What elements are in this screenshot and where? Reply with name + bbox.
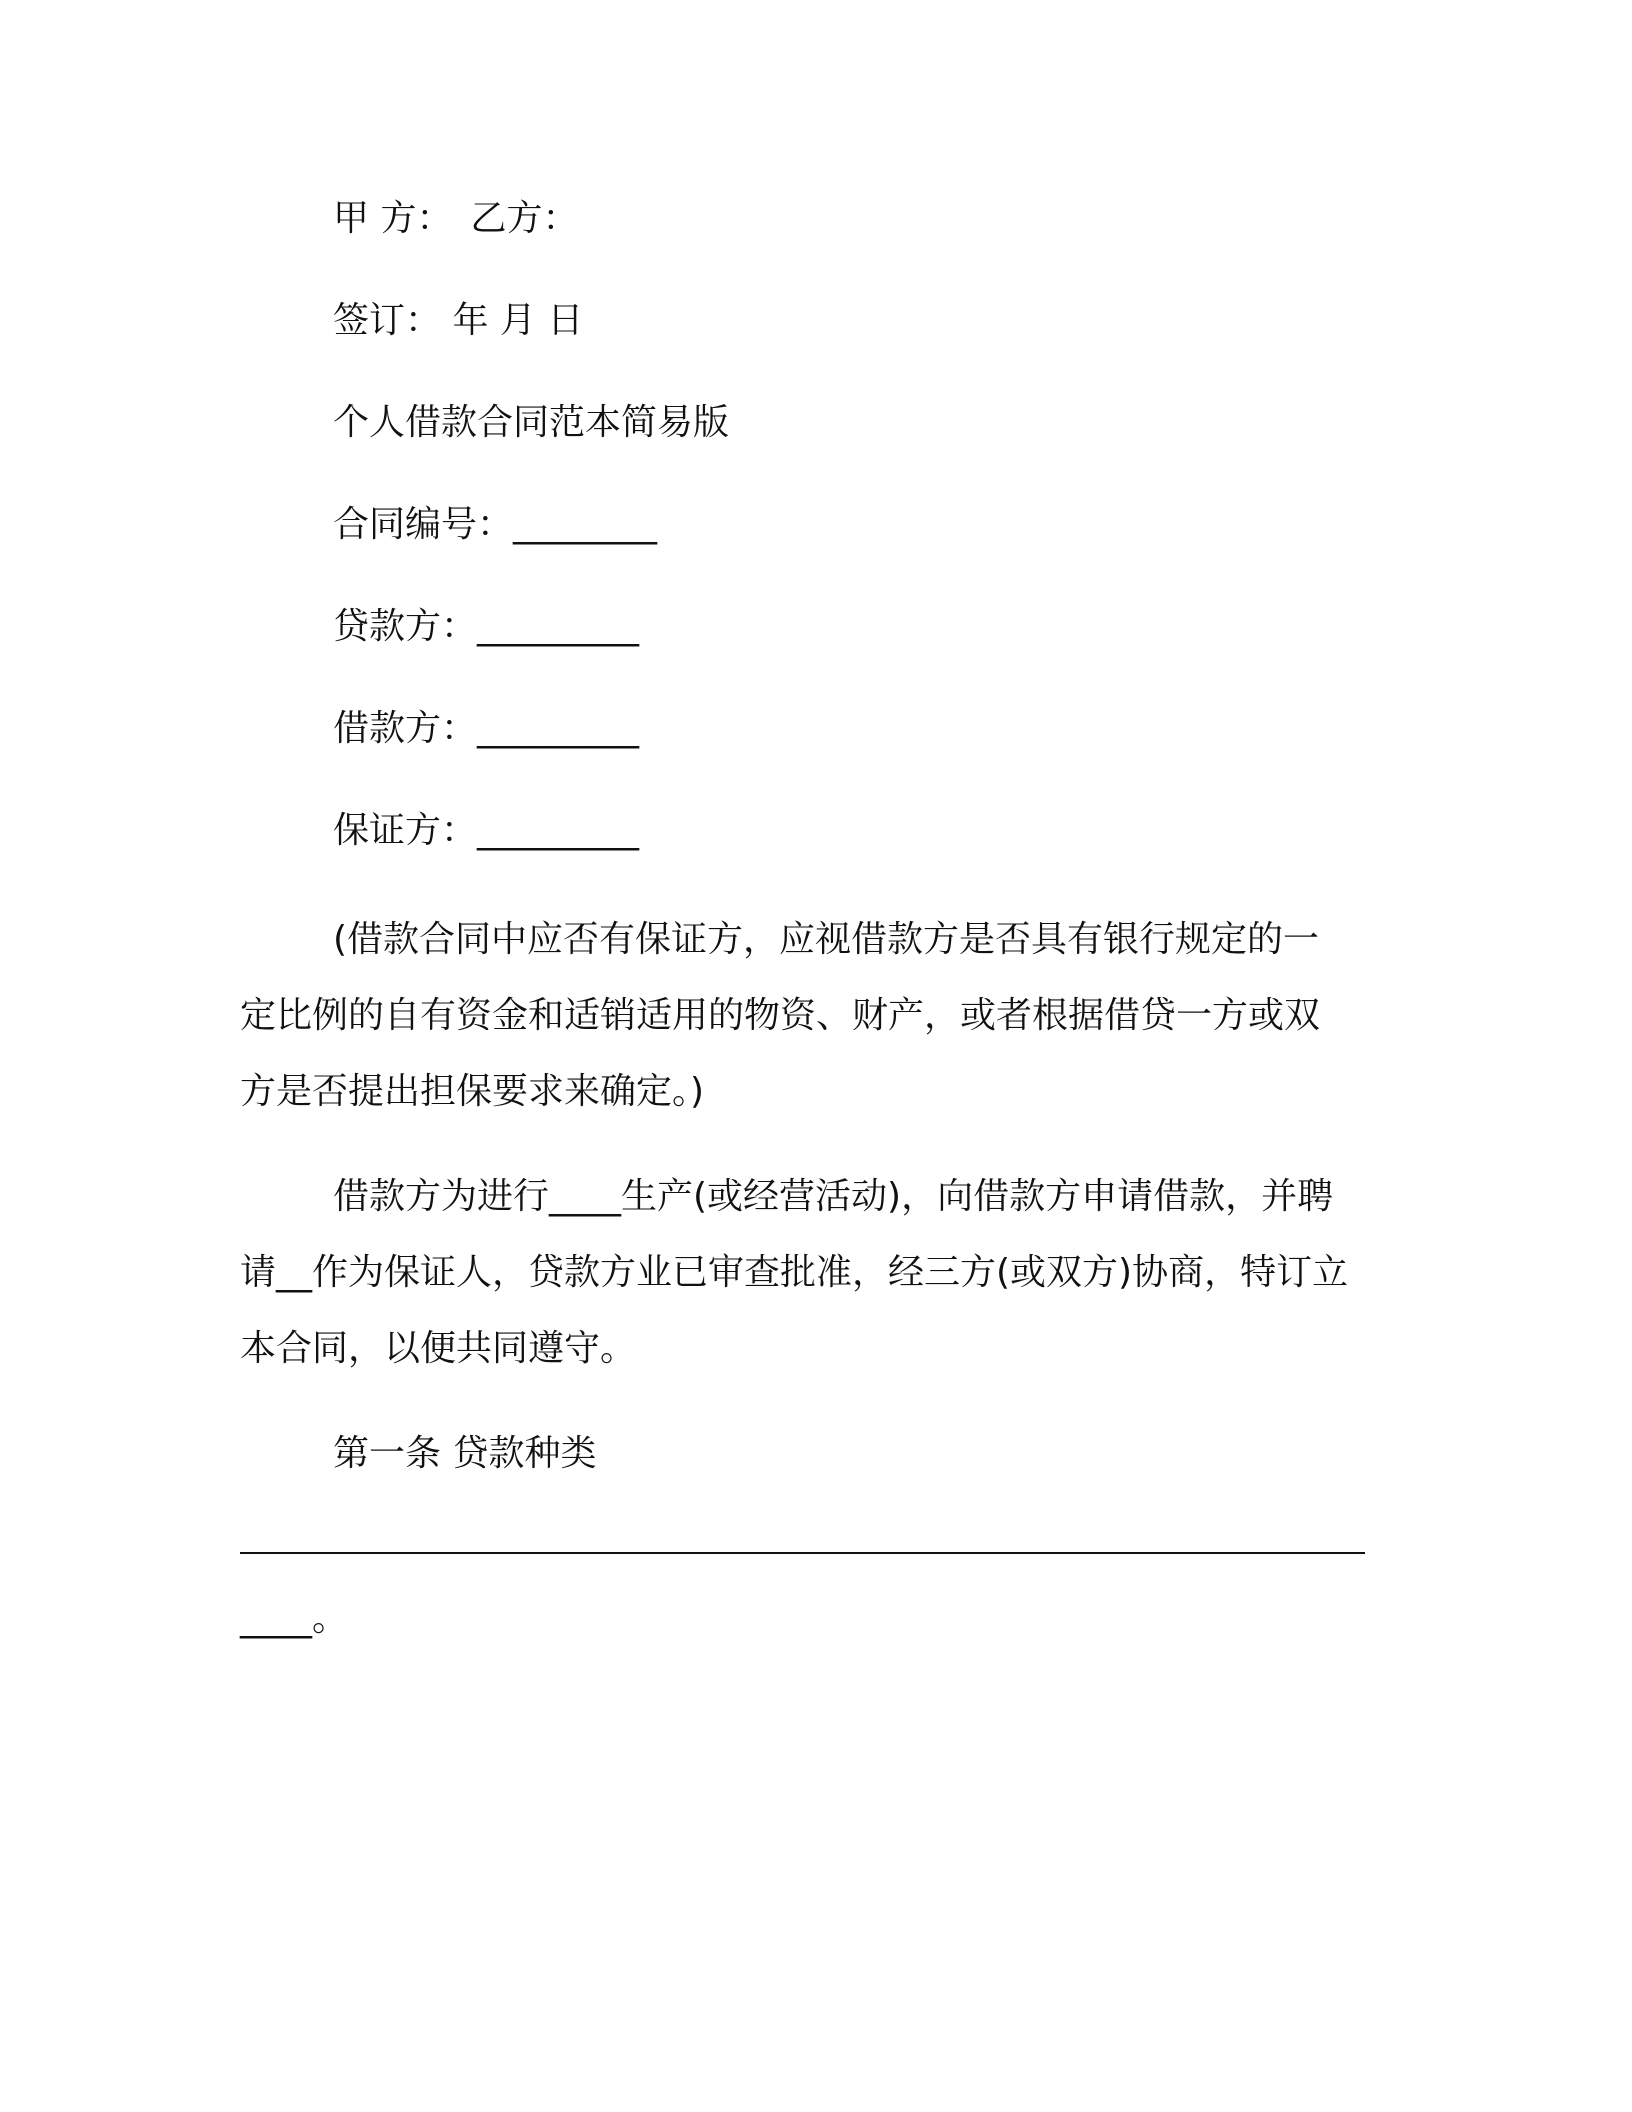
lender-line: 贷款方：_________	[333, 606, 640, 647]
preamble-line-3: 本合同，以便共同遵守。	[240, 1328, 637, 1369]
document-title: 个人借款合同范本简易版	[333, 402, 730, 443]
party-line	[333, 197, 578, 241]
preamble-line-2: 请__作为保证人，贷款方业已审查批准，经三方(或双方)协商，特订立	[240, 1252, 1349, 1293]
article-1-heading: 第一条 贷款种类	[333, 1433, 597, 1474]
note-line-2: 定比例的自有资金和适销适用的物资、财产，或者根据借贷一方或双	[240, 995, 1321, 1036]
signing-date: 签订： 年 月 日	[333, 300, 584, 341]
party-b-label: 乙方：	[470, 198, 579, 239]
note-line-3: 方是否提出担保要求来确定。)	[240, 1071, 705, 1112]
guarantor-line: 保证方：_________	[333, 810, 640, 851]
article-1-tail: ____。	[240, 1598, 349, 1639]
contract-number: 合同编号：________	[333, 504, 658, 545]
party-a-label: 甲 方：	[333, 198, 453, 239]
blank-fill-line	[240, 1552, 1365, 1554]
borrower-line: 借款方：_________	[333, 708, 640, 749]
note-line-1: (借款合同中应否有保证方，应视借款方是否具有银行规定的一	[333, 919, 1320, 960]
preamble-line-1: 借款方为进行____生产(或经营活动)，向借款方申请借款，并聘	[333, 1176, 1334, 1217]
